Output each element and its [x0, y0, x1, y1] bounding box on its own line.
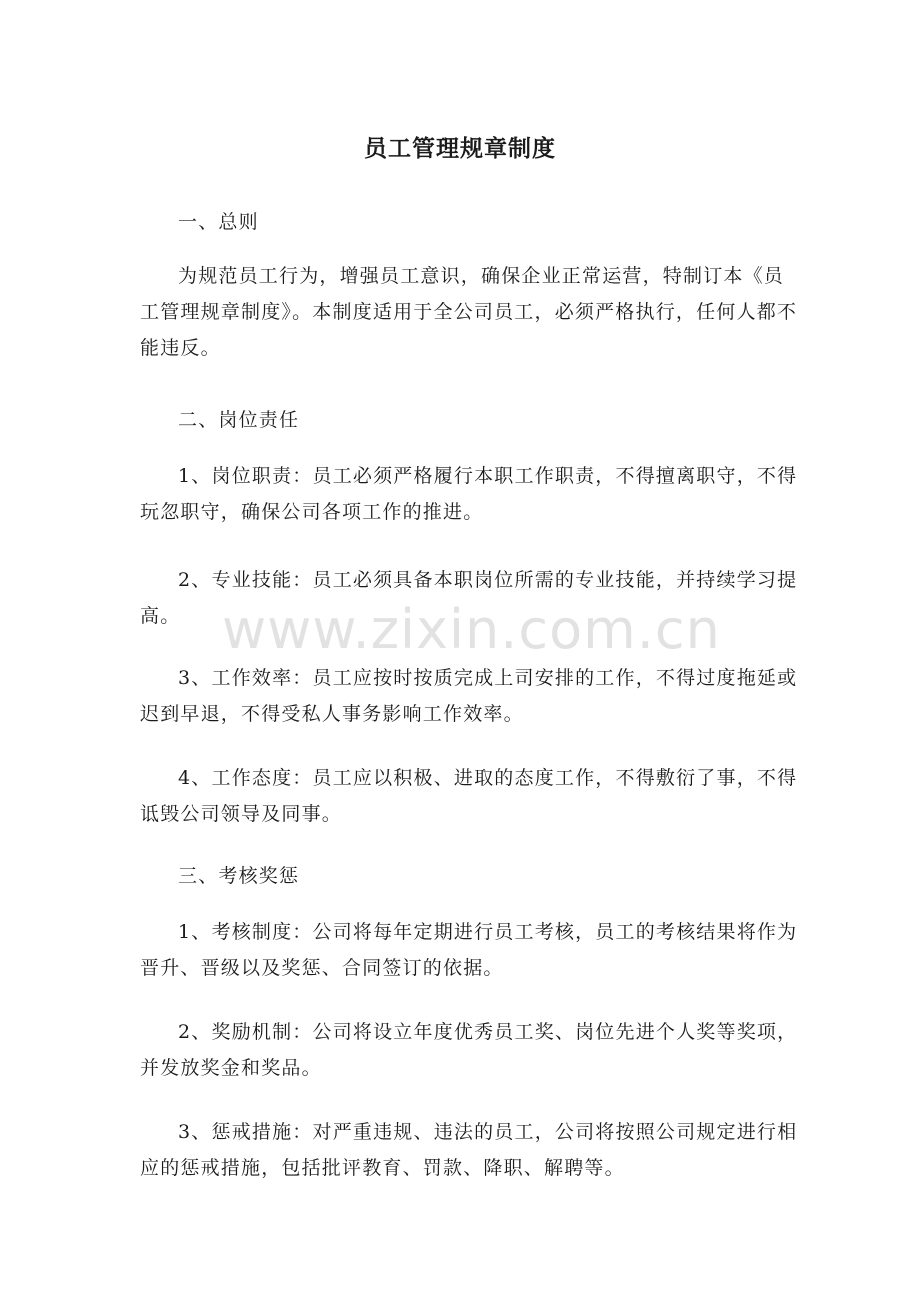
paragraph-work-efficiency: 3、工作效率：员工应按时按质完成上司安排的工作，不得过度拖延或迟到早退，不得受私人事务影响工作效率。: [140, 667, 798, 725]
section-heading-job-responsibility: 二、岗位责任: [178, 409, 300, 431]
paragraph-assessment-system: 1、考核制度：公司将每年定期进行员工考核，员工的考核结果将作为晋升、晋级以及奖惩、合同签订的依据。: [140, 921, 798, 979]
section-heading-general: 一、总则: [178, 211, 259, 233]
paragraph-job-duties: 1、岗位职责：员工必须严格履行本职工作职责，不得擅离职守，不得玩忽职守，确保公司各项工作的推进。: [140, 465, 798, 523]
paragraph-disciplinary-measures: 3、惩戒措施：对严重违规、违法的员工，公司将按照公司规定进行相应的惩戒措施，包括批评教育、罚款、降职、解聘等。: [140, 1121, 798, 1179]
paragraph-work-attitude: 4、工作态度：员工应以积极、进取的态度工作，不得敷衍了事，不得诋毁公司领导及同事。: [140, 767, 798, 825]
paragraph-reward-mechanism: 2、奖励机制：公司将设立年度优秀员工奖、岗位先进个人奖等奖项，并发放奖金和奖品。: [140, 1021, 798, 1079]
section-heading-assessment: 三、考核奖惩: [178, 865, 300, 887]
paragraph-professional-skills: 2、专业技能：员工必须具备本职岗位所需的专业技能，并持续学习提高。: [140, 569, 798, 627]
paragraph-general-purpose: 为规范员工行为，增强员工意识，确保企业正常运营，特制订本《员工管理规章制度》。本制度适用于全公司员工，必须严格执行，任何人都不能违反。: [140, 265, 798, 359]
site-watermark: www.zixin.com.cn: [222, 598, 721, 661]
document-title: 员工管理规章制度: [364, 136, 556, 162]
